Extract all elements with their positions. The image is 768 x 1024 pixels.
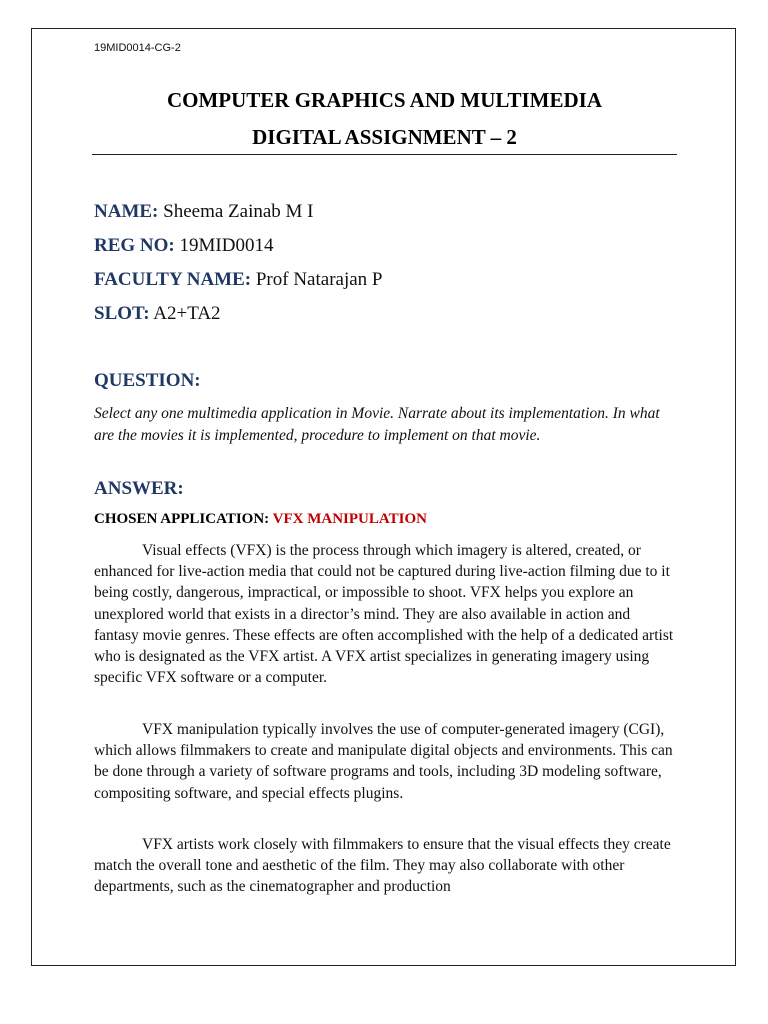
name-label: NAME: [94,201,159,222]
chosen-application-value: VFX MANIPULATION [272,511,427,527]
faculty-row [94,269,383,291]
reg-label: REG NO: [94,235,175,256]
question-heading: QUESTION: [94,370,201,391]
answer-paragraph: VFX artists work closely with filmmakers to ensure that the visual effects they create match the overall tone and aesthetic of the film. They may also collaborate with other departments, such as the cinematographer and production [94,836,671,896]
question-text: Select any one multimedia application in Movie. Narrate about its implementation. In what are the movies it is implemented, procedure to implement on that movie. [94,405,660,444]
document-title: COMPUTER GRAPHICS AND MULTIMEDIA [166,88,602,112]
name-row [94,201,314,223]
name-value: Sheema Zainab M I [158,201,314,222]
chosen-application-label: CHOSEN APPLICATION: [94,511,273,527]
slot-label: SLOT: [94,303,150,324]
chosen-application [94,511,427,528]
document-code: 19MID0014-CG-2 [94,42,181,54]
faculty-value: Prof Natarajan P [251,269,383,290]
answer-heading: ANSWER: [94,478,184,499]
slot-value: A2+TA2 [149,303,221,324]
reg-row [94,235,273,257]
answer-paragraph: Visual effects (VFX) is the process through which imagery is altered, created, or enhanced for live-action media that could not be captured during live-action filming due to it being costly, dangerous, impractical, or impossible to shoot. VFX helps you explore an unexplored world that exists in a director’s mind. They are also available in action and fantasy movie genres. These effects are often accomplished with the help of a dedicated artist who is designated as the VFX artist. A VFX artist specializes in generating imagery using specific VFX software or a computer. [94,542,674,687]
reg-value: 19MID0014 [174,235,274,256]
faculty-label: FACULTY NAME: [94,269,252,290]
title-divider [92,154,677,155]
document-subtitle: DIGITAL ASSIGNMENT – 2 [252,125,517,149]
answer-paragraph: VFX manipulation typically involves the use of computer-generated imagery (CGI), which allows filmmakers to create and manipulate digital objects and environments. This can be done through a variety of software programs and tools, including 3D modeling software, compositing software, and special effects plugins. [94,721,673,802]
slot-row [94,303,221,325]
